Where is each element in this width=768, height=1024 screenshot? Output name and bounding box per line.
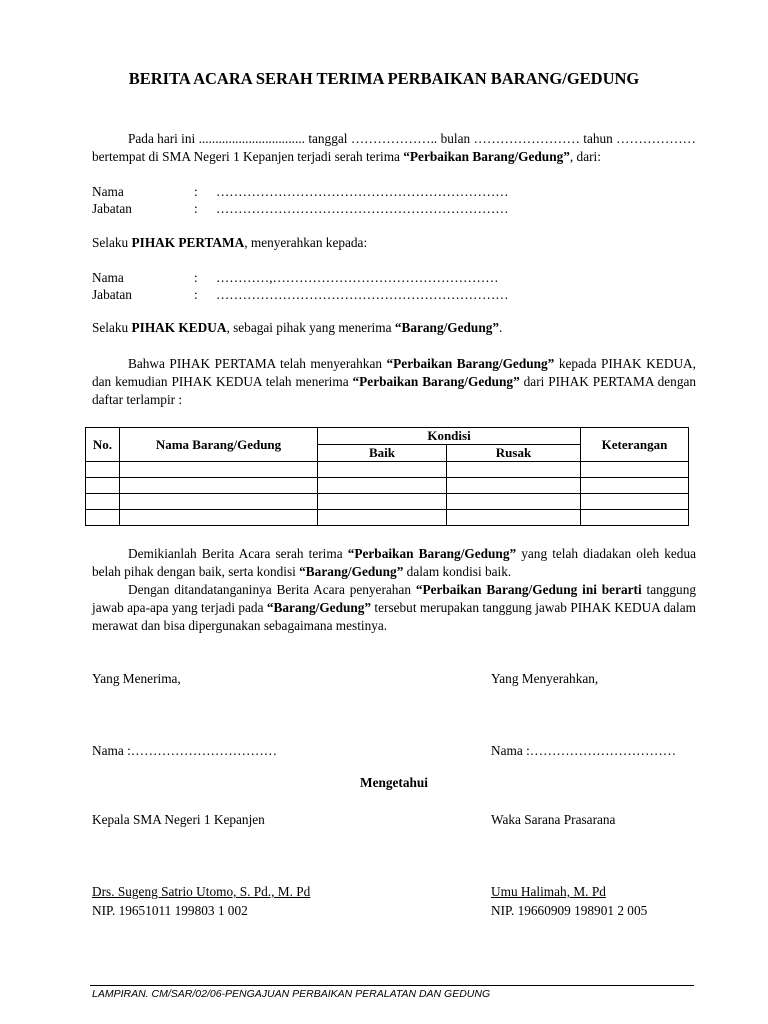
closing-text-6: tersebut merupakan tanggung jawab PIHAK KEDUA dalam merawat dan bisa dipergunakan sebagaimana mestinya. xyxy=(92,600,696,633)
intro-tanggal: tanggal xyxy=(308,131,348,146)
table-cell xyxy=(447,478,581,494)
table-cell xyxy=(447,510,581,526)
footer-text: LAMPIRAN. CM/SAR/02/06-PENGAJUAN PERBAIKAN PERALATAN DAN GEDUNG xyxy=(92,988,491,1000)
table-cell xyxy=(318,478,447,494)
principal-nip: NIP. 19651011 199803 1 002 xyxy=(92,903,248,918)
party1-role-bold: PIHAK PERTAMA xyxy=(131,235,245,250)
giver-name-field: Nama :…………………………… xyxy=(491,743,677,758)
handover-bold-2: “Perbaikan Barang/Gedung” xyxy=(352,374,520,389)
closing-text-5: tanggung jawab apa-apa yang terjadi pada xyxy=(92,582,697,615)
intro-line-2-post: , dari: xyxy=(569,149,601,164)
handover-text-1: Bahwa PIHAK PERTAMA telah menyerahkan xyxy=(128,356,387,371)
intro-tahun-dots: ……………… xyxy=(616,131,696,146)
header-rusak: Rusak xyxy=(447,445,581,462)
table-cell xyxy=(318,462,447,478)
party1-jabatan-dots: ………………………………………………………… xyxy=(216,201,509,216)
principal-title: Kepala SMA Negeri 1 Kepanjen xyxy=(92,812,265,827)
header-no: No. xyxy=(86,428,120,462)
party2-role-mid: , sebagai pihak yang menerima xyxy=(226,320,395,335)
party1-role xyxy=(92,235,367,251)
table-cell xyxy=(86,462,120,478)
party1-role-pre: Selaku xyxy=(92,235,132,250)
table-row xyxy=(86,478,689,494)
closing-bold-3: “Perbaikan Barang/Gedung ini berarti xyxy=(415,582,642,597)
table-cell xyxy=(120,494,318,510)
handover-text-3: dari PIHAK PERTAMA dengan daftar terlampir : xyxy=(92,374,697,407)
header-keterangan: Keterangan xyxy=(581,428,689,462)
mengetahui-label: Mengetahui xyxy=(360,775,428,790)
table-row xyxy=(86,494,689,510)
table-cell xyxy=(447,494,581,510)
closing-text-1: Demikianlah Berita Acara serah terima xyxy=(128,546,348,561)
handover-text-2: kepada PIHAK KEDUA, dan kemudian PIHAK KEDUA telah menerima xyxy=(92,356,696,389)
party2-nama-label: Nama xyxy=(92,270,124,285)
table-cell xyxy=(86,510,120,526)
table-cell xyxy=(318,494,447,510)
party1-nama-label: Nama xyxy=(92,184,124,199)
party2-nama-dots: …………,…………………………………………… xyxy=(216,270,499,285)
intro-bulan-dots: …………………… xyxy=(473,131,580,146)
intro-line-1 xyxy=(128,131,696,147)
intro-line-2-text: bertempat di SMA Negeri 1 Kepanjen terjadi serah terima xyxy=(92,149,400,164)
party2-role-bold: PIHAK KEDUA xyxy=(131,320,227,335)
party2-role-post: . xyxy=(499,320,503,335)
party2-nama-colon: : xyxy=(194,270,198,285)
party1-nama-colon: : xyxy=(194,184,198,199)
table-cell xyxy=(447,462,581,478)
header-baik: Baik xyxy=(318,445,447,462)
giver-role: Yang Menyerahkan, xyxy=(491,671,599,686)
items-table xyxy=(85,427,689,526)
handover-bold-1: “Perbaikan Barang/Gedung” xyxy=(386,356,555,371)
party1-nama-dots: ………………………………………………………… xyxy=(216,184,509,199)
party2-role-bold2: “Barang/Gedung” xyxy=(394,320,500,335)
handover-paragraph xyxy=(92,355,696,409)
table-cell xyxy=(120,462,318,478)
party1-role-post: , menyerahkan kepada: xyxy=(244,235,368,250)
footer-divider xyxy=(90,985,694,986)
party2-jabatan-dots: ………………………………………………………… xyxy=(216,287,509,302)
party2-role-pre: Selaku xyxy=(92,320,132,335)
intro-line-2 xyxy=(92,149,601,165)
closing-bold-1: “Perbaikan Barang/Gedung” xyxy=(347,546,517,561)
header-nama-barang: Nama Barang/Gedung xyxy=(120,428,318,462)
receiver-name-field: Nama :…………………………… xyxy=(92,743,278,758)
closing-text-2: yang telah diadakan oleh kedua belah pihak dengan baik, serta kondisi xyxy=(92,546,697,579)
intro-line-2-bold: “Perbaikan Barang/Gedung” xyxy=(403,149,570,164)
closing-text-4: Dengan ditandatanganinya Berita Acara penyerahan xyxy=(128,582,416,597)
closing-paragraph-2 xyxy=(92,581,696,635)
intro-tanggal-dots: ……………….. xyxy=(350,131,438,146)
intro-bulan: bulan xyxy=(440,131,471,146)
table-cell xyxy=(120,478,318,494)
intro-tahun: tahun xyxy=(583,131,613,146)
party2-jabatan-label: Jabatan xyxy=(92,287,132,302)
table-cell xyxy=(581,510,689,526)
waka-title: Waka Sarana Prasarana xyxy=(491,812,616,827)
waka-nip: NIP. 19660909 198901 2 005 xyxy=(491,903,648,918)
waka-name: Umu Halimah, M. Pd xyxy=(491,884,606,899)
document-title: BERITA ACARA SERAH TERIMA PERBAIKAN BARANG/GEDUNG xyxy=(128,69,640,88)
intro-hari-dots: ................................ xyxy=(198,131,305,146)
closing-paragraph-1 xyxy=(92,545,696,581)
party2-jabatan-colon: : xyxy=(194,287,198,302)
table-cell xyxy=(86,494,120,510)
table-cell xyxy=(120,510,318,526)
closing-text-3: dalam kondisi baik. xyxy=(403,564,512,579)
closing-bold-4: “Barang/Gedung” xyxy=(266,600,372,615)
table-cell xyxy=(86,478,120,494)
table-cell xyxy=(581,478,689,494)
party2-role xyxy=(92,320,502,336)
table-row xyxy=(86,510,689,526)
intro-pada-hari: Pada hari ini xyxy=(128,131,196,146)
header-kondisi: Kondisi xyxy=(318,428,581,445)
table-row xyxy=(86,462,689,478)
table-cell xyxy=(318,510,447,526)
party1-jabatan-label: Jabatan xyxy=(92,201,132,216)
table-cell xyxy=(581,462,689,478)
table-cell xyxy=(581,494,689,510)
party1-jabatan-colon: : xyxy=(194,201,198,216)
closing-bold-2: “Barang/Gedung” xyxy=(299,564,404,579)
receiver-role: Yang Menerima, xyxy=(92,671,181,686)
principal-name: Drs. Sugeng Satrio Utomo, S. Pd., M. Pd xyxy=(92,884,311,899)
